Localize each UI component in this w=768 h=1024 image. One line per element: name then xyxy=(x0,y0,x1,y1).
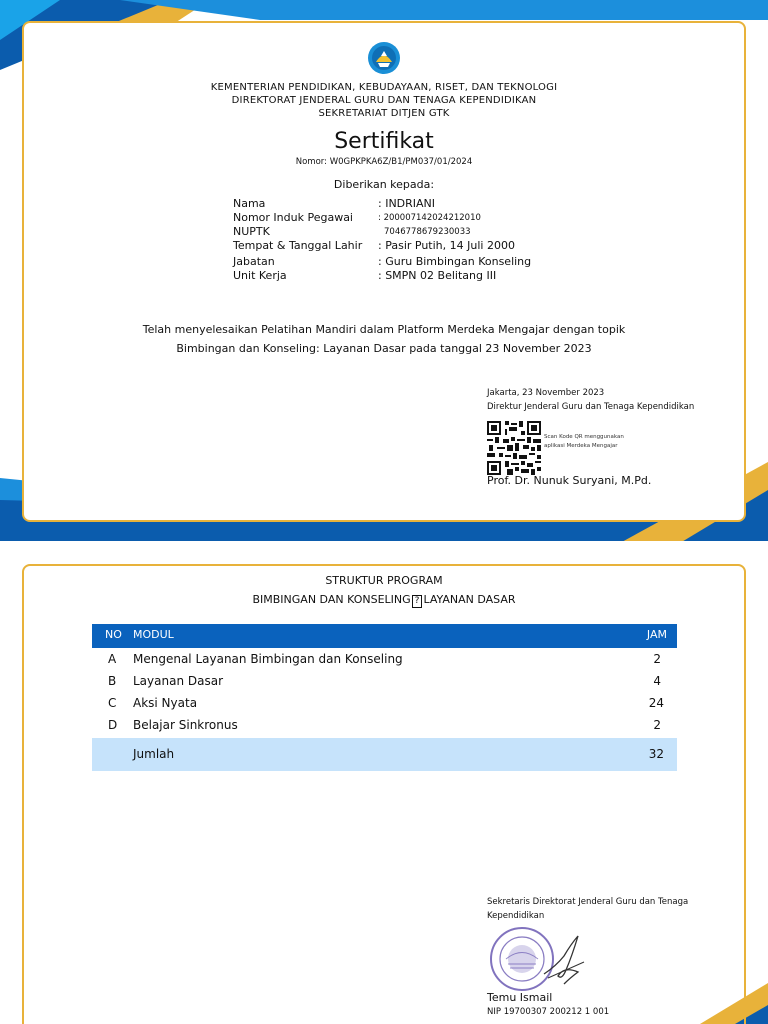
table-header xyxy=(92,624,677,648)
subtitle-unknown-glyph: ? xyxy=(412,595,423,608)
row-no: B xyxy=(108,674,117,688)
secretary-title-line-1: Sekretaris Direktorat Jenderal Guru dan Tenaga xyxy=(487,897,689,907)
program-subtitle xyxy=(0,593,768,608)
qr-code-icon xyxy=(487,421,541,475)
field-label-birth: Tempat & Tanggal Lahir xyxy=(233,239,363,252)
row-hours: 2 xyxy=(653,718,661,732)
statement-line-2: Bimbingan dan Konseling: Layanan Dasar pada tanggal 23 November 2023 xyxy=(176,342,592,355)
field-label-name: Nama xyxy=(233,197,266,210)
program-subtitle-right: LAYANAN DASAR xyxy=(423,593,516,606)
certificate-title: Sertifikat xyxy=(334,129,434,154)
row-no: A xyxy=(108,652,117,666)
program-structure-page xyxy=(0,543,768,1024)
row-hours: 24 xyxy=(648,696,664,710)
field-label-nip: Nomor Induk Pegawai xyxy=(233,211,353,224)
field-value-name: : INDRIANI xyxy=(378,197,436,210)
row-no: C xyxy=(108,696,117,710)
field-label-nuptk: NUPTK xyxy=(233,225,270,238)
row-module: Layanan Dasar xyxy=(133,674,224,688)
field-value-position: : Guru Bimbingan Konseling xyxy=(378,255,532,268)
row-hours: 2 xyxy=(653,652,661,666)
field-value-nuptk: 7046778679230033 xyxy=(384,227,471,237)
secretary-name: Temu Ismail xyxy=(487,991,553,1004)
table-row xyxy=(92,692,677,714)
total-label: Jumlah xyxy=(133,747,175,761)
certificate-number: Nomor: W0GPKPKA6Z/B1/PM037/01/2024 xyxy=(295,157,473,167)
field-value-unit: : SMPN 02 Belitang III xyxy=(378,269,497,282)
row-module: Mengenal Layanan Bimbingan dan Konseling xyxy=(133,652,403,666)
signer-title: Direktur Jenderal Guru dan Tenaga Kependidikan xyxy=(487,402,695,412)
tut-wuri-handayani-logo-icon xyxy=(367,41,401,75)
header-hours: JAM xyxy=(646,628,667,641)
table-row xyxy=(92,670,677,692)
total-hours: 32 xyxy=(648,747,664,761)
table-row xyxy=(92,648,677,670)
directorate-name: DIREKTORAT JENDERAL GURU DAN TENAGA KEPENDIDIKAN xyxy=(231,95,537,106)
official-stamp-and-signature xyxy=(486,926,596,992)
secretariat-name: SEKRETARIAT DITJEN GTK xyxy=(318,108,450,119)
given-to-label: Diberikan kepada: xyxy=(333,178,435,191)
field-label-unit: Unit Kerja xyxy=(233,269,287,282)
signer-name: Prof. Dr. Nunuk Suryani, M.Pd. xyxy=(487,474,652,487)
table-total-row xyxy=(92,738,677,771)
secretary-nip: NIP 19700307 200212 1 001 xyxy=(487,1007,610,1017)
row-no: D xyxy=(108,718,118,732)
qr-note-line-1: Scan Kode QR menggunakan xyxy=(544,434,624,440)
row-module: Belajar Sinkronus xyxy=(133,718,238,732)
row-module: Aksi Nyata xyxy=(133,696,198,710)
field-value-birth: : Pasir Putih, 14 Juli 2000 xyxy=(378,239,515,252)
header-no: NO xyxy=(105,628,122,641)
header-module: MODUL xyxy=(133,628,174,641)
program-subtitle-left: BIMBINGAN DAN KONSELING xyxy=(252,593,411,606)
ministry-name: KEMENTERIAN PENDIDIKAN, KEBUDAYAAN, RISET, DAN TEKNOLOGI xyxy=(210,82,558,93)
qr-note-line-2: aplikasi Merdeka Mengajar xyxy=(544,443,618,449)
field-value-nip: : 200007142024212010 xyxy=(378,213,481,223)
statement-line-1: Telah menyelesaikan Pelatihan Mandiri dalam Platform Merdeka Mengajar dengan topik xyxy=(142,323,626,336)
place-date: Jakarta, 23 November 2023 xyxy=(487,388,605,398)
row-hours: 4 xyxy=(653,674,661,688)
program-title: STRUKTUR PROGRAM xyxy=(325,574,443,587)
table-row xyxy=(92,714,677,736)
secretary-title-line-2: Kependidikan xyxy=(487,911,545,921)
field-label-position: Jabatan xyxy=(233,255,275,268)
